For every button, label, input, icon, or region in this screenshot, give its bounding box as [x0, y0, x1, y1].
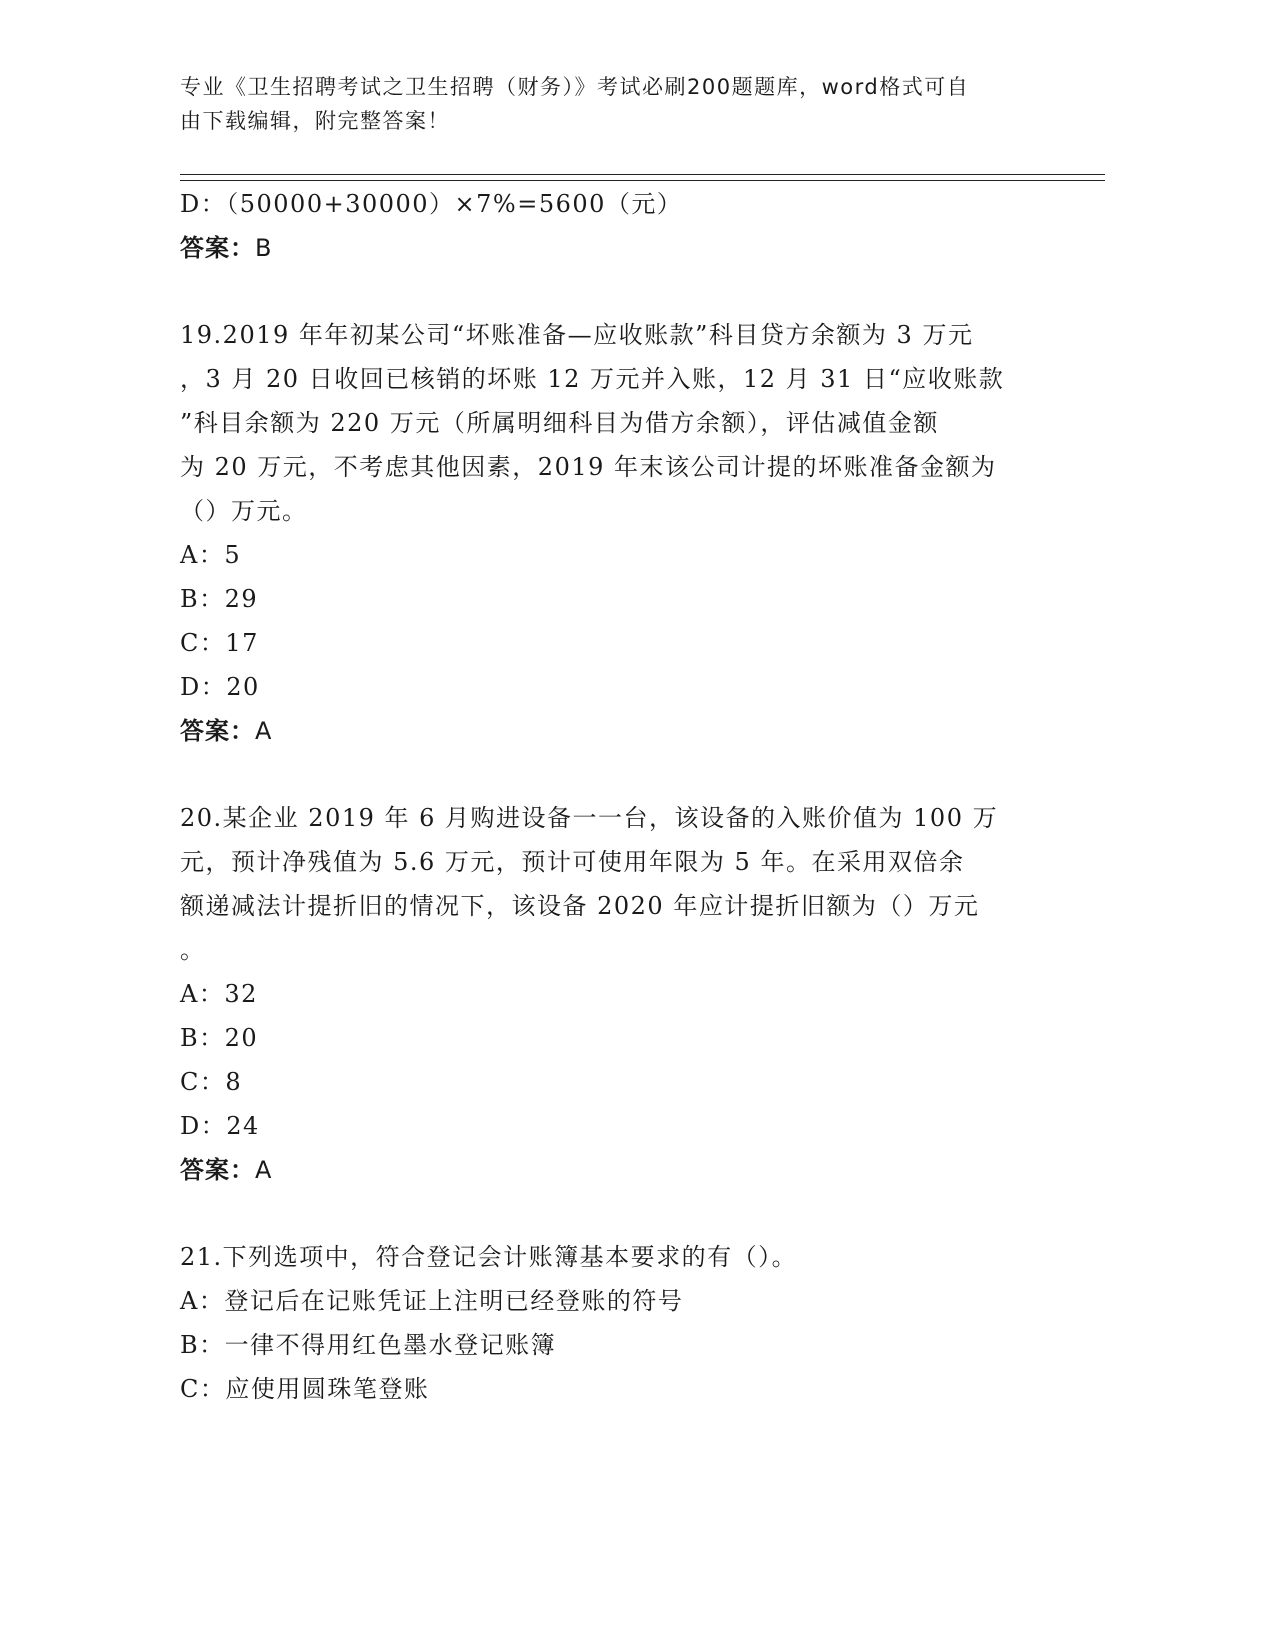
- header-line-2: 由下载编辑，附完整答案！: [180, 109, 450, 133]
- question-21: [180, 1235, 1060, 1411]
- option-b: B：29: [180, 585, 259, 613]
- option-c: C：17: [180, 629, 259, 657]
- question-19: [180, 313, 1060, 753]
- option-b: B：20: [180, 1024, 259, 1052]
- question-line: 为 20 万元，不考虑其他因素，2019 年末该公司计提的坏账准备金额为: [180, 453, 997, 481]
- question-line: 。: [180, 936, 206, 964]
- question-line: 额递减法计提折旧的情况下，该设备 2020 年应计提折旧额为（）万元: [180, 892, 980, 920]
- answer-label: 答案：: [180, 1156, 255, 1184]
- option-b: B：一律不得用红色墨水登记账簿: [180, 1331, 557, 1359]
- option-a: A：5: [180, 541, 242, 569]
- answer-label: 答案：: [180, 234, 255, 262]
- answer-line: [180, 709, 1060, 753]
- option-a: A：32: [180, 980, 258, 1008]
- option-d-calculation: D：（50000+30000）×7%=5600（元）: [180, 190, 683, 218]
- header-rule-top: [180, 174, 1105, 175]
- answer-value: A: [255, 717, 273, 745]
- answer-line: [180, 1148, 1060, 1192]
- document-body: [180, 182, 1060, 1411]
- question-line: （）万元。: [180, 497, 308, 525]
- question-line: ，3 月 20 日收回已核销的坏账 12 万元并入账，12 月 31 日“应收账款: [180, 365, 1005, 393]
- question-text: [180, 313, 1060, 533]
- spacer: [180, 753, 1060, 796]
- question-text: [180, 796, 1060, 972]
- option-a: A：登记后在记账凭证上注明已经登账的符号: [180, 1287, 684, 1315]
- header-rule-bottom: [180, 180, 1105, 181]
- question-line: 20.某企业 2019 年 6 月购进设备一一台，该设备的入账价值为 100 万: [180, 804, 999, 832]
- spacer: [180, 270, 1060, 313]
- spacer: [180, 1192, 1060, 1235]
- answer-line: [180, 226, 1060, 270]
- question-line: 19.2019 年年初某公司“坏账准备—应收账款”科目贷方余额为 3 万元: [180, 321, 974, 349]
- answer-value: B: [255, 234, 273, 262]
- option-d: D：20: [180, 673, 260, 701]
- option-c: C：应使用圆珠笔登账: [180, 1375, 430, 1403]
- header-line-1: 专业《卫生招聘考试之卫生招聘（财务）》考试必刷200题题库，word格式可自: [180, 75, 970, 99]
- answer-label: 答案：: [180, 717, 255, 745]
- question-text: [180, 1235, 1060, 1279]
- question-line: ”科目余额为 220 万元（所属明细科目为借方余额），评估减值金额: [180, 409, 939, 437]
- question-line: 元，预计净残值为 5.6 万元，预计可使用年限为 5 年。在采用双倍余: [180, 848, 965, 876]
- option-c: C：8: [180, 1068, 243, 1096]
- question-20: [180, 796, 1060, 1192]
- option-d: D：24: [180, 1112, 260, 1140]
- answer-value: A: [255, 1156, 273, 1184]
- question-line: 21.下列选项中，符合登记会计账簿基本要求的有（）。: [180, 1243, 798, 1271]
- page-header: [180, 70, 1040, 138]
